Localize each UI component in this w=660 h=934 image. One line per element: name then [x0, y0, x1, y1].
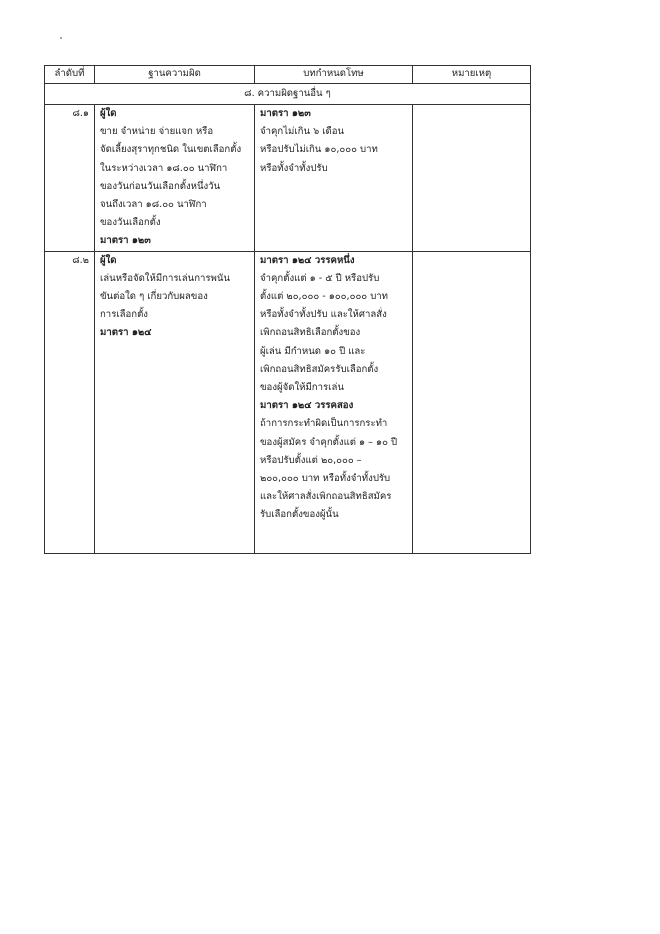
offense-cell — [95, 105, 255, 252]
header-penalty: บทกำหนดโทษ — [255, 66, 413, 84]
table-row — [45, 251, 531, 553]
header-row — [45, 66, 531, 84]
offense-line: ขันต่อใด ๆ เกี่ยวกับผลของ — [100, 291, 208, 303]
scan-speck — [60, 37, 62, 39]
penalty-line: จำคุกไม่เกิน ๖ เดือน — [260, 126, 345, 138]
section-title: ๘. ความผิดฐานอื่น ๆ — [45, 84, 531, 105]
penalty-title: มาตรา ๑๒๔ วรรคหนึ่ง — [260, 254, 355, 266]
section-row — [45, 84, 531, 105]
offense-section: มาตรา ๑๒๔ — [100, 327, 152, 339]
offense-line: ของวันก่อนวันเลือกตั้งหนึ่งวัน — [100, 180, 221, 192]
offense-line: จัดเลี้ยงสุราทุกชนิด ในเขตเลือกตั้ง — [100, 144, 242, 156]
penalty-title-2: มาตรา ๑๒๔ วรรคสอง — [260, 400, 354, 412]
penalty-line: หรือทั้งจำทั้งปรับ — [260, 162, 328, 174]
penalty-cell — [255, 251, 413, 553]
penalty-cell — [255, 105, 413, 252]
penalty-line: ๒๐๐,๐๐๐ บาท หรือทั้งจำทั้งปรับ — [260, 473, 391, 485]
offense-line: ในระหว่างเวลา ๑๘.๐๐ นาฬิกา — [100, 162, 228, 174]
penalty-line: หรือปรับตั้งแต่ ๒๐,๐๐๐ – — [260, 454, 362, 466]
penalty-table — [44, 65, 531, 554]
penalty-line: หรือทั้งจำทั้งปรับ และให้ศาลสั่ง — [260, 309, 387, 321]
penalty-line: ตั้งแต่ ๒๐,๐๐๐ - ๑๐๐,๐๐๐ บาท — [260, 291, 389, 303]
header-offense: ฐานความผิด — [95, 66, 255, 84]
penalty-line: ของผู้สมัคร จำคุกตั้งแต่ ๑ – ๑๐ ปี — [260, 436, 398, 448]
header-note: หมายเหตุ — [413, 66, 531, 84]
offense-line: จนถึงเวลา ๑๘.๐๐ นาฬิกา — [100, 199, 207, 211]
table-row — [45, 105, 531, 252]
penalty-line: ถ้าการกระทำผิดเป็นการกระทำ — [260, 418, 388, 430]
offense-line: เล่นหรือจัดให้มีการเล่นการพนัน — [100, 272, 230, 284]
offense-cell — [95, 251, 255, 553]
offense-title: ผู้ใด — [100, 254, 117, 266]
row-number: ๘.๑ — [45, 105, 95, 252]
penalty-line: หรือปรับไม่เกิน ๑๐,๐๐๐ บาท — [260, 144, 378, 156]
penalty-line: จำคุกตั้งแต่ ๑ - ๕ ปี หรือปรับ — [260, 272, 380, 284]
offense-line: การเลือกตั้ง — [100, 309, 148, 321]
penalty-line: ผู้เล่น มีกำหนด ๑๐ ปี และ — [260, 345, 366, 357]
penalty-line: เพิกถอนสิทธิเลือกตั้งของ — [260, 327, 361, 339]
offense-section: มาตรา ๑๒๓ — [100, 235, 151, 247]
offense-title: ผู้ใด — [100, 108, 117, 119]
offense-line: ขาย จำหน่าย จ่ายแจก หรือ — [100, 126, 214, 138]
penalty-line: เพิกถอนสิทธิสมัครรับเลือกตั้ง — [260, 363, 379, 375]
penalty-line: และให้ศาลสั่งเพิกถอนสิทธิสมัคร — [260, 491, 392, 503]
note-cell — [413, 251, 531, 553]
penalty-title: มาตรา ๑๒๓ — [260, 108, 311, 119]
offense-line: ของวันเลือกตั้ง — [100, 217, 161, 229]
header-order: ลำดับที่ — [45, 66, 95, 84]
note-cell — [413, 105, 531, 252]
penalty-line: รับเลือกตั้งของผู้นั้น — [260, 509, 339, 521]
row-number: ๘.๒ — [45, 251, 95, 553]
penalty-line: ของผู้จัดให้มีการเล่น — [260, 382, 344, 394]
